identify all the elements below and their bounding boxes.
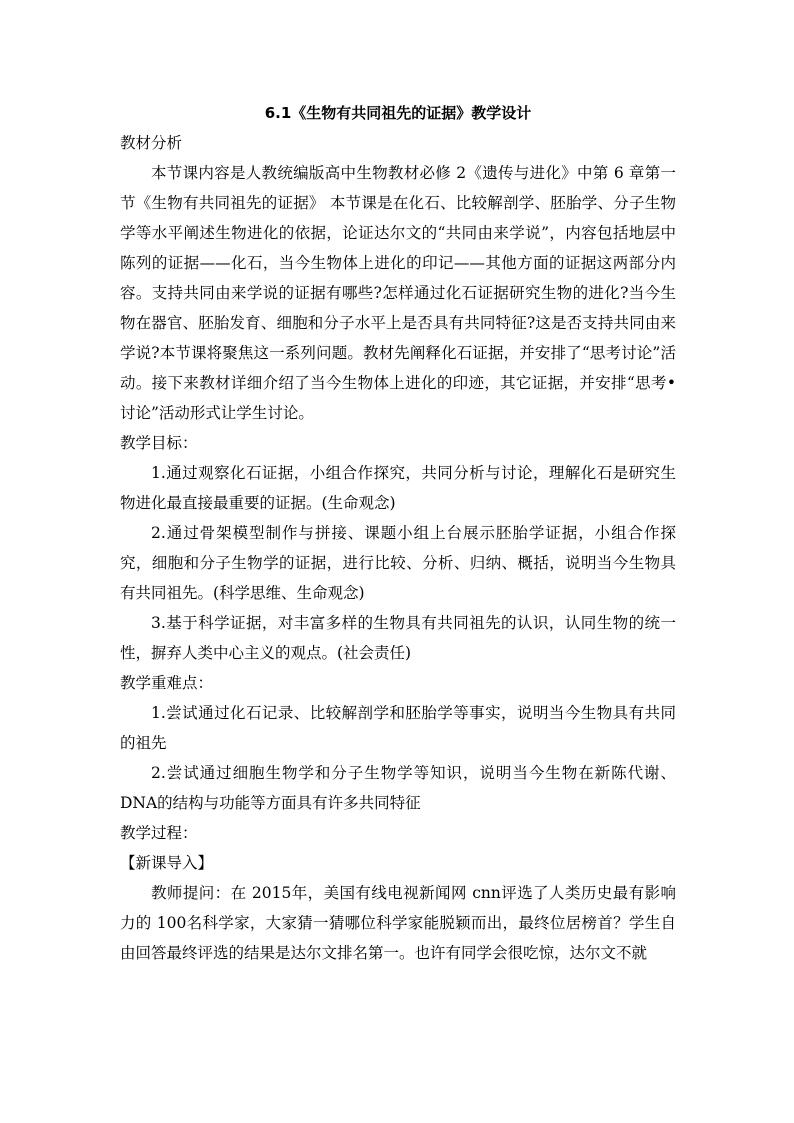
paragraph-analysis: 本节课内容是人教统编版高中生物教材必修 2《遗传与进化》中第 6 章第一节《生物有共同祖先的证据》 本节课是在化石、比较解剖学、胚胎学、分子生物学等水平阐述生物进化的依据，论证达尔文的“共同由来学说”，内容包括地层中陈列的证据——化石，当今生物体上进化的印记——其他方面的证据这两部分内容。支持共同由来学说的证据有哪些?怎样通过化石证据研究生物的进化?当今生物在器官、胚胎发育、细胞和分子水平上是否具有共同特征?这是否支持共同由来学说?本节课将聚焦这一系列问题。教材先阐释化石证据，并安排了“思考讨论”活动。接下来教材详细介绍了当今生物体上进化的印迹，其它证据，并安排“思考•讨论”活动形式让学生讨论。 <box>120 164 676 422</box>
keypoint-item-1: 1.尝试通过化石记录、比较解剖学和胚胎学等事实，说明当今生物具有共同的祖先 <box>120 704 676 752</box>
goal-item-1: 1.通过观察化石证据，小组合作探究，共同分析与讨论，理解化石是研究生物进化最直接最重要的证据。(生命观念) <box>120 464 676 512</box>
section-heading-analysis: 教材分析 <box>120 134 183 152</box>
goal-item-3: 3.基于科学证据，对丰富多样的生物具有共同祖先的认识，认同生物的统一性，摒弃人类中心主义的观点。(社会责任) <box>120 614 676 662</box>
goal-item-2: 2.通过骨架模型制作与拼接、课题小组上台展示胚胎学证据，小组合作探究，细胞和分子生物学的证据，进行比较、分析、归纳、概括，说明当今生物具有共同祖先。(科学思维、生命观念) <box>120 524 676 602</box>
section-heading-process: 教学过程： <box>120 824 198 842</box>
subheading-intro: 【新课导入】 <box>120 854 214 872</box>
paragraph-intro: 教师提问：在 2015年，美国有线电视新闻网 cnn评选了人类历史最有影响力的 100名科学家，大家猜一猜哪位科学家能脱颖而出，最终位居榜首？学生自由回答最终评选的结果是达尔文排名第一。也许有同学会很吃惊，达尔文不就 <box>120 884 676 962</box>
section-heading-keypoints: 教学重难点： <box>120 674 214 692</box>
keypoint-item-2: 2.尝试通过细胞生物学和分子生物学等知识，说明当今生物在新陈代谢、DNA的结构与功能等方面具有许多共同特征 <box>120 764 676 812</box>
section-heading-goals: 教学目标： <box>120 434 198 452</box>
document-page <box>120 98 676 968</box>
document-title: 6.1《生物有共同祖先的证据》教学设计 <box>264 104 532 122</box>
